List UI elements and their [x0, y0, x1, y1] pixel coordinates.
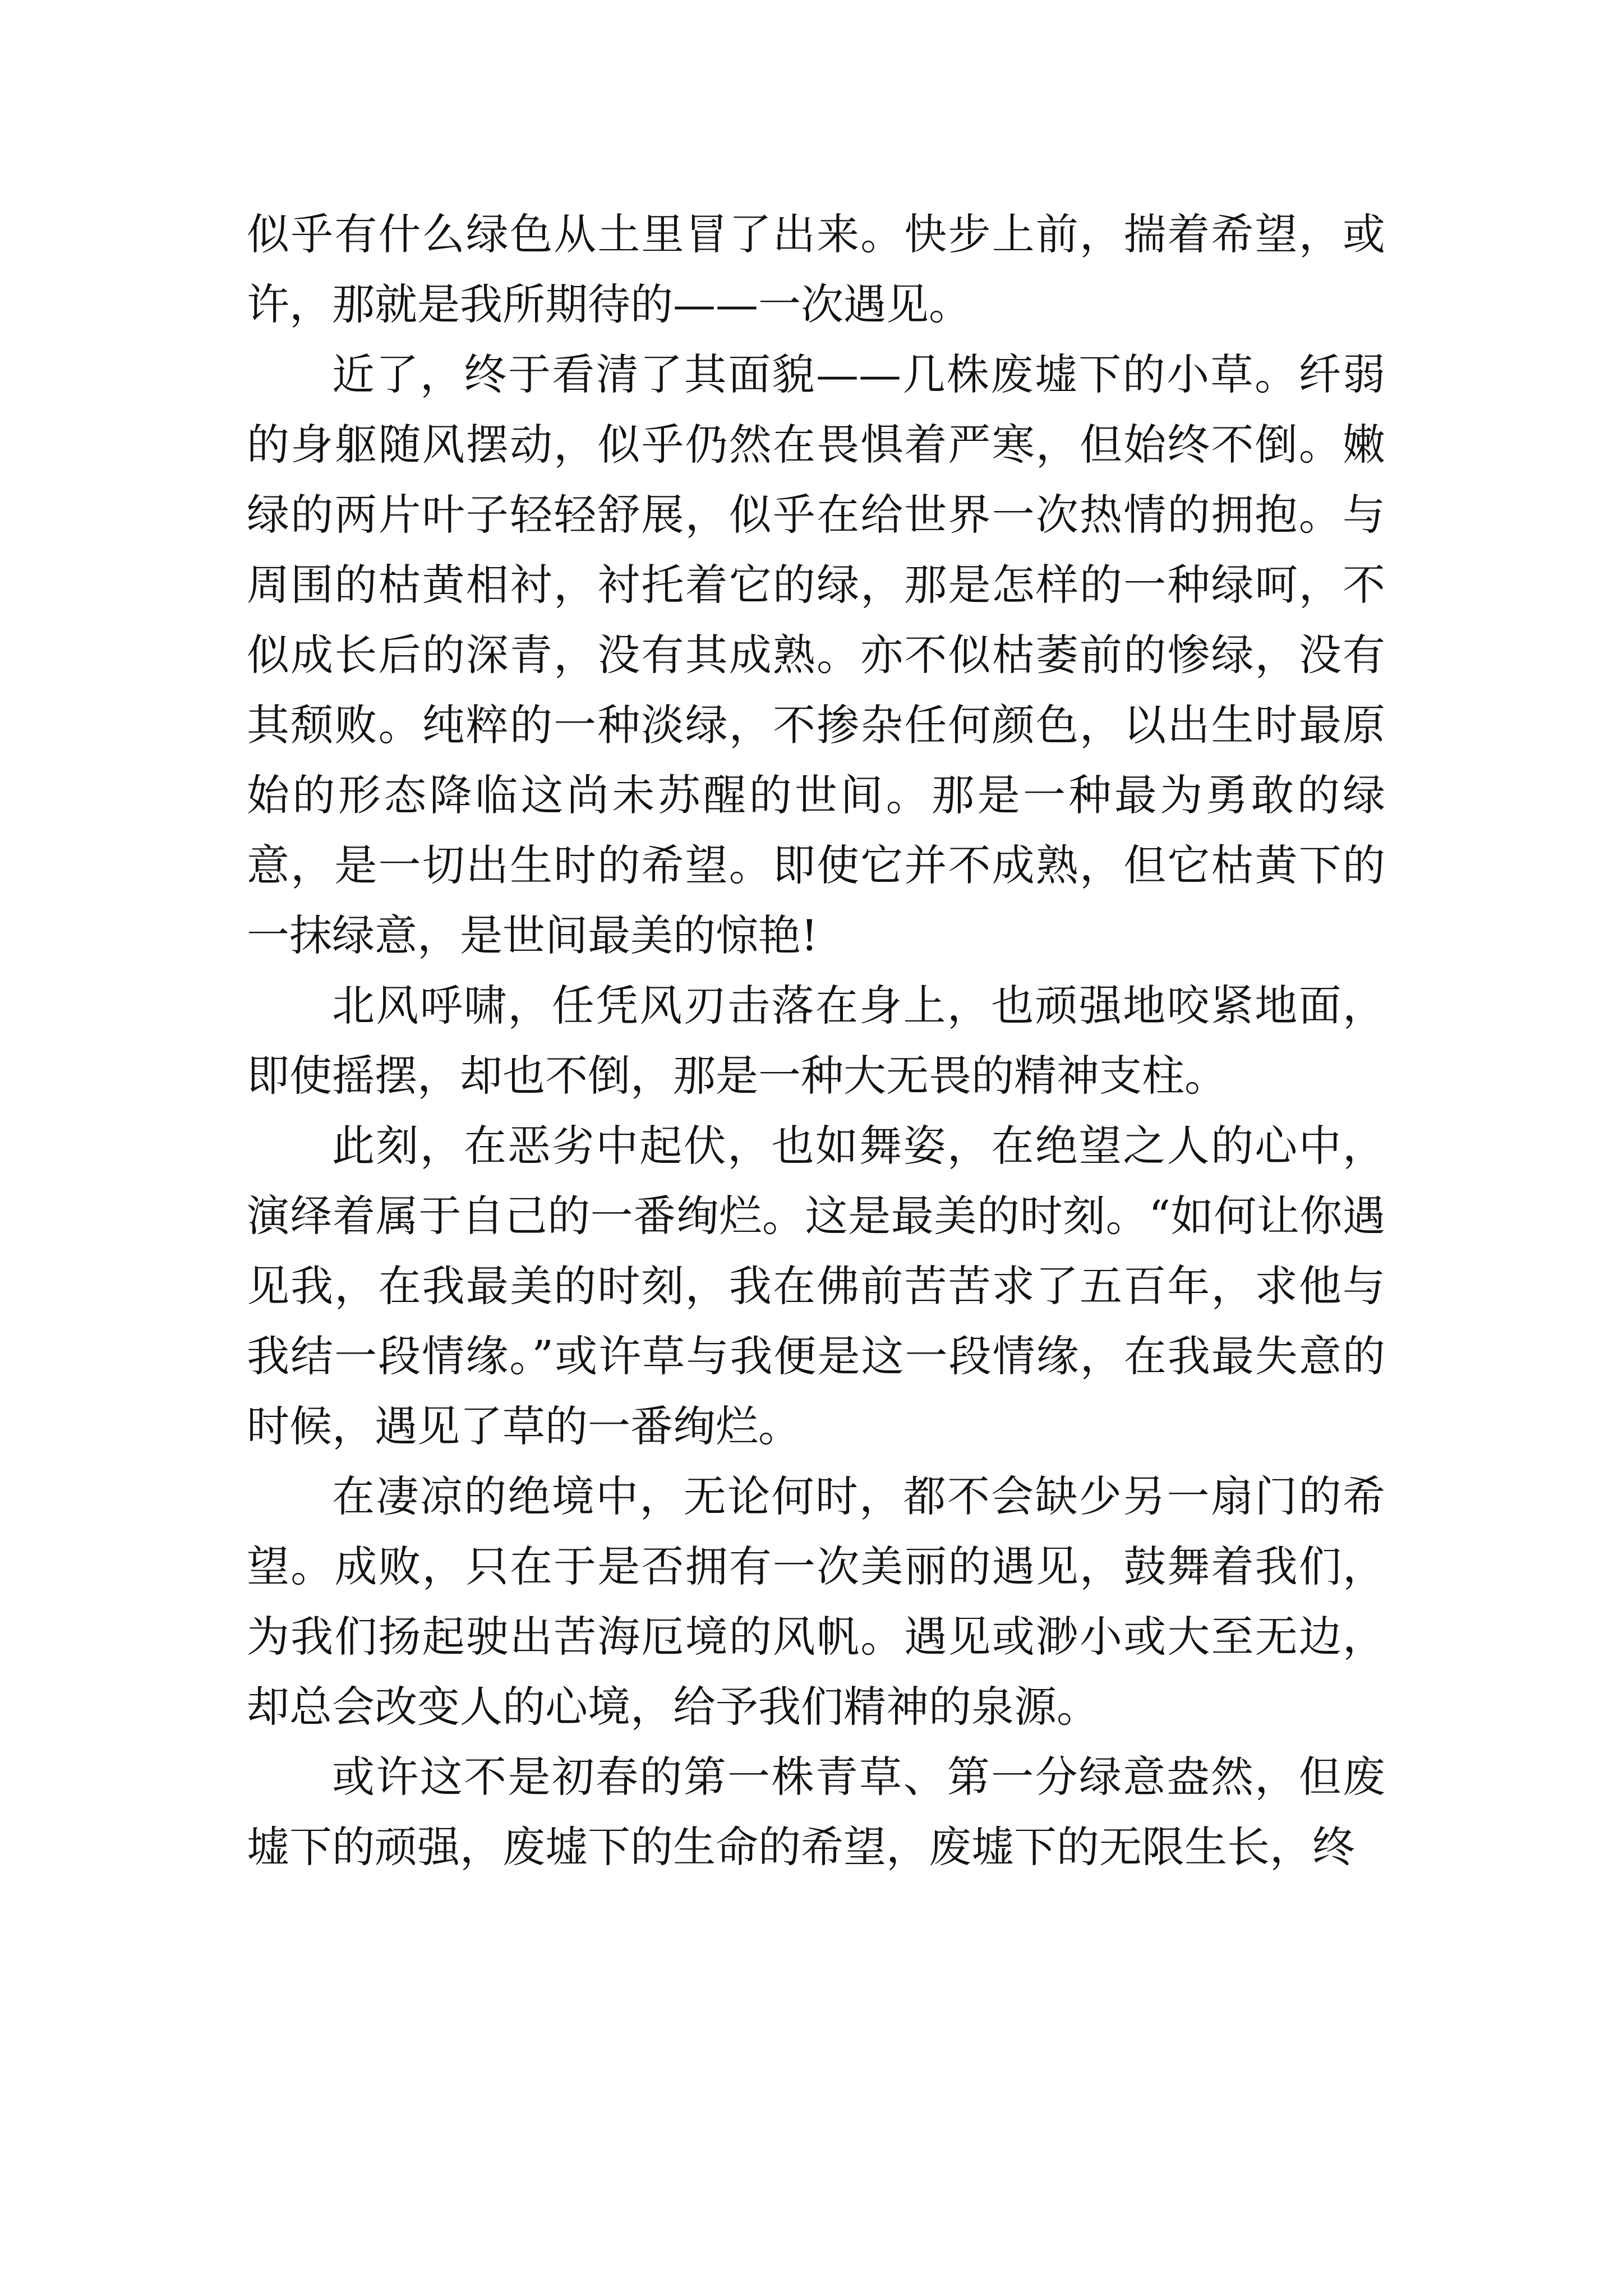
paragraph: 在凄凉的绝境中，无论何时，都不会缺少另一扇门的希望。成败，只在于是否拥有一次美丽的遇见，鼓舞着我们，为我们扬起驶出苦海厄境的风帆。遇见或渺小或大至无边，却总会改变人的心境，给予我们精神的泉源。: [247, 1471, 1385, 1732]
body-text: [247, 199, 1385, 1882]
paragraph: 近了，终于看清了其面貌——几株废墟下的小草。纤弱的身躯随风摆动，似乎仍然在畏惧着严寒，但始终不倒。嫩绿的两片叶子轻轻舒展，似乎在给世界一次热情的拥抱。与周围的枯黄相衬，衬托着它的绿，那是怎样的一种绿呵，不似成长后的深青，没有其成熟。亦不似枯萎前的惨绿，没有其颓败。纯粹的一种淡绿，不掺杂任何颜色，以出生时最原始的形态降临这尚未苏醒的世间。那是一种最为勇敢的绿意，是一切出生时的希望。即使它并不成熟，但它枯黄下的一抹绿意，是世间最美的惊艳!: [247, 349, 1385, 960]
paragraph: 北风呼啸，任凭风刃击落在身上，也顽强地咬紧地面，即使摇摆，却也不倒，那是一种大无畏的精神支柱。: [247, 981, 1385, 1101]
paragraph: 似乎有什么绿色从土里冒了出来。快步上前，揣着希望，或许，那就是我所期待的——一次遇见。: [247, 209, 1385, 329]
paragraph: 此刻，在恶劣中起伏，也如舞姿，在绝望之人的心中，演绎着属于自己的一番绚烂。这是最美的时刻。“如何让你遇见我，在我最美的时刻，我在佛前苦苦求了五百年，求他与我结一段情缘。”或许草与我便是这一段情缘，在我最失意的时候，遇见了草的一番绚烂。: [247, 1121, 1385, 1451]
paragraph: 或许这不是初春的第一株青草、第一分绿意盎然，但废墟下的顽强，废墟下的生命的希望，废墟下的无限生长，终: [247, 1752, 1385, 1872]
